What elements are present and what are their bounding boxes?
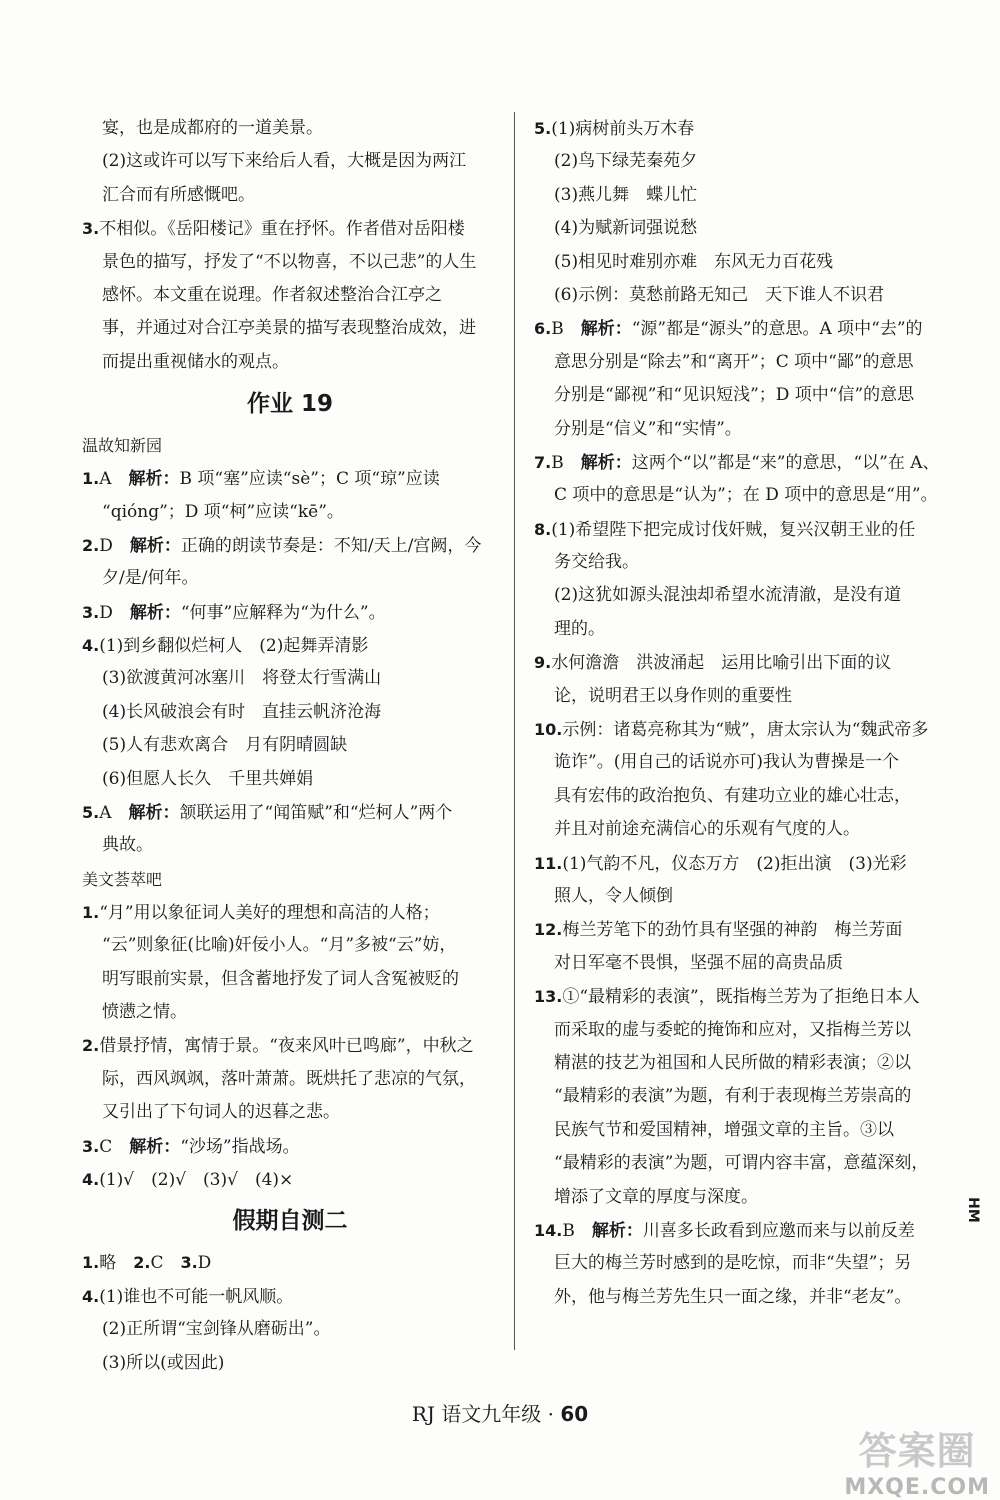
item-text: ①“最精彩的表演”，既指梅兰芳为了拒绝日本人: [562, 987, 920, 1008]
item-text: B: [562, 1220, 592, 1241]
item-number: 14.: [534, 1220, 563, 1240]
item-text: 不相似。《岳阳楼记》重在抒怀。作者借对岳阳楼: [99, 219, 465, 240]
answer-line: 宴，也是成都府的一道美景。: [102, 118, 323, 138]
answer-line: 务交给我。: [554, 552, 639, 573]
item-number: 1.: [82, 902, 100, 922]
answer-line: (4)长风破浪会有时 直挂云帆济沧海: [102, 701, 382, 722]
footer-label: RJ 语文九年级 ·: [411, 1402, 561, 1426]
answer-item: [82, 629, 498, 662]
answer-item: [82, 796, 498, 829]
answer-line: 照人，令人倾倒: [554, 885, 673, 906]
item-text: “月”用以象征词人美好的理想和高洁的人格；: [99, 902, 440, 923]
analysis-text: 川喜多长政看到应邀而来与以前反差: [642, 1220, 915, 1241]
analysis-text: 颔联运用了“闻笛赋”和“烂柯人”两个: [179, 803, 453, 824]
analysis-text: B 项“塞”应读“sè”；C 项“琼”应读: [179, 469, 440, 490]
answer-item: [534, 513, 952, 546]
answer-line: (5)人有悲欢离合 月有阴晴圆缺: [102, 735, 348, 756]
right-column: [534, 112, 952, 1314]
answer-line: (4)为赋新词强说愁: [554, 218, 698, 239]
answer-item: [534, 980, 952, 1013]
item-text: 示例：诸葛亮称其为“贼”，唐太宗认为“魏武帝多: [562, 720, 929, 741]
answer-item: [534, 913, 952, 946]
answer-item: [82, 596, 498, 629]
item-number: 2.: [133, 1253, 151, 1273]
answer-item: [82, 1130, 498, 1163]
item-number: 5.: [534, 119, 552, 138]
section-title: 作业 19: [246, 391, 333, 418]
item-text: D: [99, 602, 130, 623]
answer-line: (3)燕儿舞 蝶儿忙: [554, 184, 698, 205]
answer-line: “云”则象征(比喻)奸佞小人。“月”多被“云”妨，: [102, 935, 457, 956]
item-text: 水何澹澹 洪波涌起 运用比喻引出下面的议: [551, 653, 892, 674]
item-text: 借景抒情，寓情于景。“夜来风叶已鸣廊”，中秋之: [99, 1036, 474, 1057]
analysis-text: “源”都是“源头”的意思。A 项中“去”的: [631, 319, 923, 340]
item-text: C: [99, 1136, 130, 1157]
item-text: (1)谁也不可能一帆风顺。: [99, 1286, 294, 1307]
answer-line: “最精彩的表演”为题，可谓内容丰富，意蕴深刻，: [554, 1153, 929, 1174]
answer-line: 典故。: [102, 835, 153, 856]
item-text: B: [551, 319, 581, 340]
answer-line: (3)欲渡黄河冰塞川 将登太行雪满山: [102, 668, 382, 689]
item-number: 13.: [534, 987, 563, 1007]
item-number: 7.: [534, 452, 552, 472]
answer-item: [82, 1280, 498, 1313]
answer-line: 对日军毫不畏惧，坚强不屈的高贵品质: [554, 952, 843, 973]
item-number: 2.: [82, 535, 100, 555]
item-text: A: [99, 803, 129, 824]
answer-line: C 项中的意思是“认为”；在 D 项中的意思是“用”。: [554, 485, 938, 506]
answer-line: (6)但愿人长久 千里共婵娟: [102, 768, 314, 789]
answer-line: 而提出重视储水的观点。: [102, 351, 289, 372]
answer-line: 巨大的梅兰芳时感到的是吃惊，而非“失望”；另: [554, 1253, 912, 1274]
answer-line: 分别是“信义”和“实情”。: [554, 418, 742, 439]
item-text: 略: [99, 1253, 134, 1274]
answer-line: 明写眼前实景，但含蓄地抒发了词人含冤被贬的: [102, 968, 459, 989]
item-text: (1)到乡翻似烂柯人 (2)起舞弄清影: [99, 636, 369, 657]
item-text: A: [99, 469, 129, 490]
item-number: 3.: [82, 219, 100, 239]
item-number: 2.: [82, 1036, 100, 1056]
subsection-title: 美文荟萃吧: [82, 869, 163, 889]
answer-line: 具有宏伟的政治抱负、有建功立业的雄心壮志，: [554, 785, 911, 806]
item-number: 3.: [180, 1253, 198, 1273]
item-text: C: [150, 1253, 181, 1274]
section-title: 假期自测二: [232, 1208, 348, 1235]
answer-item: [82, 212, 498, 245]
answer-item: [534, 446, 952, 479]
analysis-text: 这两个“以”都是“来”的意思，“以”在 A、: [631, 452, 940, 473]
answer-line: 汇合而有所感慨吧。: [102, 184, 255, 205]
item-text: (1)√ (2)√ (3)√ (4)×: [99, 1169, 294, 1190]
analysis-label: 解析：: [129, 602, 181, 623]
answer-line: 而采取的虚与委蛇的掩饰和应对，又指梅兰芳以: [554, 1019, 911, 1040]
item-text: 梅兰芳笔下的劲竹具有坚强的神韵 梅兰芳面: [562, 920, 903, 941]
answer-item: [534, 847, 952, 880]
answer-line: 意思分别是“除去”和“离开”；C 项中“鄙”的意思: [554, 351, 914, 372]
answer-item: [534, 312, 952, 345]
answer-line: 论，说明君王以身作则的重要性: [554, 685, 792, 706]
item-number: 5.: [82, 803, 100, 823]
analysis-text: “何事”应解释为“为什么”。: [180, 602, 386, 623]
item-number: 4.: [82, 1169, 100, 1189]
answer-line: 诡诈”。(用自己的话说亦可)我认为曹操是一个: [554, 752, 899, 773]
answer-line: 并且对前途充满信心的乐观有气度的人。: [554, 819, 860, 840]
item-number: 11.: [534, 853, 563, 873]
analysis-label: 解析：: [591, 1220, 643, 1241]
answer-line: 外，他与梅兰芳先生只一面之缘，并非“老友”。: [554, 1286, 912, 1307]
item-number: 6.: [534, 319, 552, 339]
answer-item: [82, 529, 498, 562]
answer-item: [82, 896, 498, 929]
answer-line: (2)鸟下绿芜秦苑夕: [554, 151, 698, 172]
item-number: 3.: [82, 1136, 100, 1156]
item-number: 4.: [82, 1286, 100, 1306]
item-number: 3.: [82, 602, 100, 622]
answer-item: [82, 1029, 498, 1062]
answer-line: 理的。: [554, 618, 605, 639]
answer-line: (2)正所谓“宝剑锋从磨砺出”。: [102, 1319, 331, 1340]
item-number: 1.: [82, 469, 100, 489]
watermark-logo: 答案圈: [858, 1429, 976, 1473]
side-tag: HM: [965, 1197, 982, 1223]
analysis-label: 解析：: [128, 469, 180, 490]
analysis-label: 解析：: [129, 1136, 181, 1157]
item-number: 9.: [534, 653, 552, 673]
subsection-title: 温故知新园: [82, 436, 163, 456]
item-number: 4.: [82, 636, 100, 656]
answer-line: (6)示例：莫愁前路无知己 天下谁人不识君: [554, 284, 885, 305]
answer-item: [534, 713, 952, 746]
answer-line: 分别是“鄙视”和“见识短浅”；D 项中“信”的意思: [554, 385, 915, 406]
answer-line: (2)这或许可以写下来给后人看，大概是因为两江: [102, 151, 467, 172]
analysis-text: “沙场”指战场。: [180, 1136, 300, 1157]
answer-item: [534, 112, 952, 145]
answer-line: 又引出了下句词人的迟暮之悲。: [102, 1102, 340, 1123]
column-divider: [514, 112, 515, 1350]
answer-line: 夕/是/何年。: [102, 568, 199, 589]
item-text: (1)病树前头万木春: [551, 119, 695, 139]
item-number: 10.: [534, 720, 563, 740]
answer-line: “最精彩的表演”为题，有利于表现梅兰芳崇高的: [554, 1086, 912, 1107]
item-text: (1)希望陛下把完成讨伐奸贼，复兴汉朝王业的任: [551, 519, 916, 540]
answer-line: (3)所以(或因此): [102, 1352, 225, 1373]
analysis-label: 解析：: [580, 452, 632, 473]
answer-item: [534, 1214, 952, 1247]
page-number: 60: [560, 1402, 589, 1426]
answer-line: (2)这犹如源头混浊却希望水流清澈，是没有道: [554, 585, 902, 606]
watermark: [844, 1420, 990, 1500]
answer-item: [82, 462, 498, 495]
answer-line: 精湛的技艺为祖国和人民所做的精彩表演；②以: [554, 1052, 911, 1073]
item-text: B: [551, 452, 581, 473]
answer-line: 事，并通过对合江亭美景的描写表现整治成效，进: [102, 318, 476, 339]
answer-line: 际，西风飒飒，落叶萧萧。既烘托了悲凉的气氛，: [102, 1068, 476, 1089]
item-number: 12.: [534, 920, 563, 940]
analysis-label: 解析：: [128, 803, 180, 824]
item-text: (1)气韵不凡，仪态万方 (2)拒出演 (3)光彩: [562, 853, 907, 874]
answer-line: “qióng”；D 项“柯”应读“kē”。: [102, 501, 344, 522]
answer-item: [82, 1246, 498, 1279]
item-number: 8.: [534, 519, 552, 539]
analysis-text: 正确的朗读节奏是：不知/天上/宫阙，今: [180, 535, 482, 556]
answer-line: (5)相见时难别亦难 东风无力百花残: [554, 251, 834, 272]
answer-line: 增添了文章的厚度与深度。: [554, 1186, 758, 1207]
answer-item: [534, 646, 952, 679]
analysis-label: 解析：: [580, 319, 632, 340]
item-text: D: [197, 1253, 212, 1274]
answer-item: [82, 1163, 498, 1196]
answer-line: 民族气节和爱国精神，增强文章的主旨。③以: [554, 1119, 894, 1140]
answer-line: 感怀。本文重在说理。作者叙述整治合江亭之: [102, 284, 442, 305]
item-number: 1.: [82, 1253, 100, 1273]
answer-line: 景色的描写，抒发了“不以物喜，不以己悲”的人生: [102, 251, 477, 272]
analysis-label: 解析：: [129, 535, 181, 556]
left-column: [82, 112, 498, 1380]
watermark-url: MXQE.COM: [844, 1475, 990, 1500]
answer-line: 愤懑之情。: [102, 1001, 187, 1022]
item-text: D: [99, 535, 130, 556]
